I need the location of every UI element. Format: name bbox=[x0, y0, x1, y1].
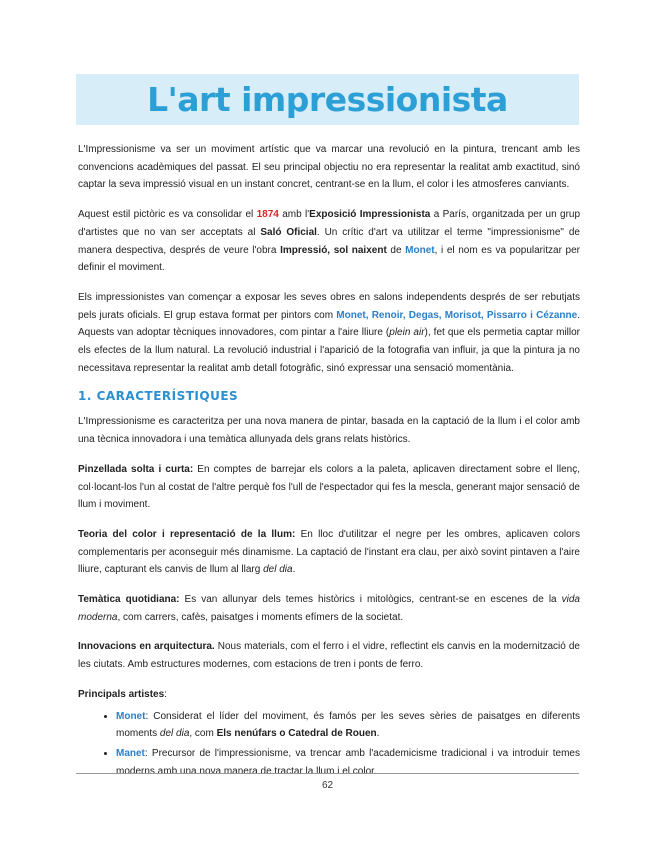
year-highlight: 1874 bbox=[256, 209, 279, 221]
title-banner bbox=[76, 74, 579, 125]
architecture-paragraph: Innovacions en arquitectura. Nous materials, com el ferro i el vidre, reflectint els canvis en la modernització de les ciutats. Amb estructures modernes, com estacions de tren i ponts de ferro. bbox=[78, 641, 580, 671]
history-paragraph: Aquest estil pictòric es va consolidar el 1874 amb l'Exposició Impressionista a París, organitzada per un grup d'artistes que no van ser acceptats al Saló Oficial. Un crític d'art va utilitzar el terme "impressionisme" de manera despectiva, després de veure l'obra Impressió, sol naixent de Monet, i el nom es va popularitzar per definir el moviment. bbox=[78, 209, 581, 274]
artists-list-highlight: Monet, Renoir, Degas, Morisot, Pissarro i Cézanne bbox=[336, 309, 578, 321]
page-number: 62 bbox=[321, 780, 334, 791]
principal-artists-label: Principals artistes: bbox=[78, 688, 167, 700]
section-heading: 1. CARACTERÍSTIQUES bbox=[78, 389, 239, 404]
artists-paragraph: Els impressionistes van començar a exposar les seves obres en salons independents després de ser rebutjats pels jurats oficials. El grup estava format per pintors com Monet, Renoir, Degas, Morisot, Pissarro i Cézanne. Aquests van adoptar tècniques innovadores, com pintar a l'aire lliure (plein air), fet que els permetia captar millor els efectes de la llum natural. La revolució industrial i l'aparició de la fotografia van influir, ja que la pintura ja no necessitava representar la realitat amb detall fotogràfic, sinó expressar una sensació momentània. bbox=[78, 291, 581, 374]
artists-bullet-list bbox=[78, 708, 580, 781]
document-body bbox=[78, 141, 580, 782]
characteristics-intro: L'Impressionisme es caracteritza per una nova manera de pintar, basada en la captació de la llum i el color amb una tècnica innovadora i una temàtica allunyada dels grans relats històrics. bbox=[78, 416, 580, 446]
page-title: L'art impressionista bbox=[147, 80, 508, 119]
list-item: • Monet: Considerat el líder del moviment, és famós per les seves sèries de paisatges en diferents moments del dia, com Els nenúfars o Catedral de Rouen. bbox=[116, 708, 580, 743]
artist-highlight: Monet bbox=[405, 244, 435, 256]
color-theory-paragraph: Teoria del color i representació de la llum: En lloc d'utilitzar el negre per les ombres, aplicaven colors complementaris per aconseguir més dinamisme. La captació de l'instant era clau, per això sovint pintaven a l'aire lliure, capturant els canvis de llum al llarg del dia. bbox=[78, 528, 580, 576]
everyday-theme-paragraph: Temàtica quotidiana: Es van allunyar dels temes històrics i mitològics, centrant-se en escenes de la vida moderna, com carrers, cafès, paisatges i moments efímers de la societat. bbox=[78, 594, 580, 623]
intro-paragraph: L'Impressionisme va ser un moviment artístic que va marcar una revolució en la pintura, trencant amb les convencions acadèmiques del passat. El seu principal objectiu no era representar la realitat amb exactitud, sinó captar la seva impressió visual en un instant concret, centrant-se en la llum, el color i les atmosferes canviants. bbox=[78, 144, 580, 191]
footer-divider bbox=[76, 773, 579, 774]
list-item: • Manet: Precursor de l'impressionisme, va trencar amb l'academicisme tradicional i va introduir temes moderns amb una nova manera de tractar la llum i el color. bbox=[116, 745, 580, 780]
brushstroke-paragraph: Pinzellada solta i curta: En comptes de barrejar els colors a la paleta, aplicaven directament sobre el llenç, col·locant-los l'un al costat de l'altre perquè fos l'ull de l'espectador qui fes la mescla, generant major sensació de llum i moviment. bbox=[78, 463, 580, 511]
